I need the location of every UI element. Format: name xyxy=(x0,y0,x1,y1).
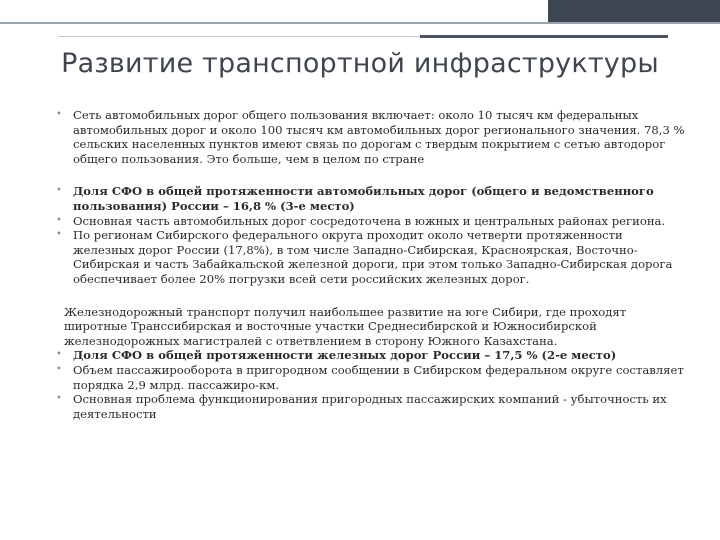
bullet-text: Основная часть автомобильных дорог сосредоточена в южных и центральных районах региона. xyxy=(73,213,666,228)
bullet-dot-icon: • xyxy=(56,185,62,197)
bullet-item xyxy=(54,108,686,166)
bullet-text-bold: Доля СФО в общей протяженности автомобильных дорог (общего и ведомственного пользования) России – 16,8 % (3-е место) xyxy=(73,184,654,213)
bullet-item xyxy=(54,228,686,286)
bullet-dot-icon: • xyxy=(56,109,62,120)
bullet-item xyxy=(54,214,686,229)
bullet-text: Основная проблема функционирования пригородных пассажирских компаний - убыточность их деятельности xyxy=(73,392,667,421)
bullet-item xyxy=(54,348,686,363)
bullet-text: Объем пассажирооборота в пригородном сообщении в Сибирском федеральном округе составляет порядка 2,9 млрд. пассажиро-км. xyxy=(73,362,684,392)
bullet-dot-icon: • xyxy=(56,214,62,226)
top-divider-line xyxy=(0,22,720,24)
slide-title: Развитие транспортной инфраструктуры xyxy=(61,48,659,79)
bullet-item xyxy=(54,392,686,421)
bullet-text-bold: Доля СФО в общей протяженности железных дорог России – 17,5 % (2-е место) xyxy=(73,348,617,363)
top-dark-segment xyxy=(548,0,720,22)
bullet-item xyxy=(54,363,686,392)
bullet-item xyxy=(54,184,686,213)
title-rule-accent xyxy=(420,35,668,38)
top-decoration-bar xyxy=(0,0,720,26)
bullet-dot-icon: • xyxy=(56,393,62,405)
bullet-dot-icon: • xyxy=(56,229,62,241)
paragraph-text: Железнодорожный транспорт получил наибольшее развитие на юге Сибири, где проходят широтные Транссибирская и восточные участки Среднесибирской и Южносибирской железнодорожных магистралей с ответвлением в сторону Южного Казахстана. xyxy=(64,304,627,348)
bullet-dot-icon: • xyxy=(56,363,62,375)
bullet-text: По регионам Сибирского федерального округа проходит около четверти протяженности железных дорог России (17,8%), в том числе Западно-Сибирская, Красноярская, Восточно-Сибирская и часть Забайкальской железной дороги, при этом только Западно-Сибирская дорога обеспечивает более 20% погрузки всей сети российских железных дорог. xyxy=(73,228,673,286)
bullet-dot-icon: • xyxy=(56,349,62,361)
slide-content xyxy=(54,108,686,421)
paragraph-item xyxy=(54,305,686,349)
bullet-text: Сеть автомобильных дорог общего пользования включает: около 10 тысяч км федеральных автомобильных дорог и около 100 тысяч км автомобильных дорог регионального значения. 78,3 % сельских населенных пунктов имеют связь по дорогам с твердым покрытием с сетью автодорог общего пользования. Это больше, чем в целом по стране xyxy=(73,108,685,166)
